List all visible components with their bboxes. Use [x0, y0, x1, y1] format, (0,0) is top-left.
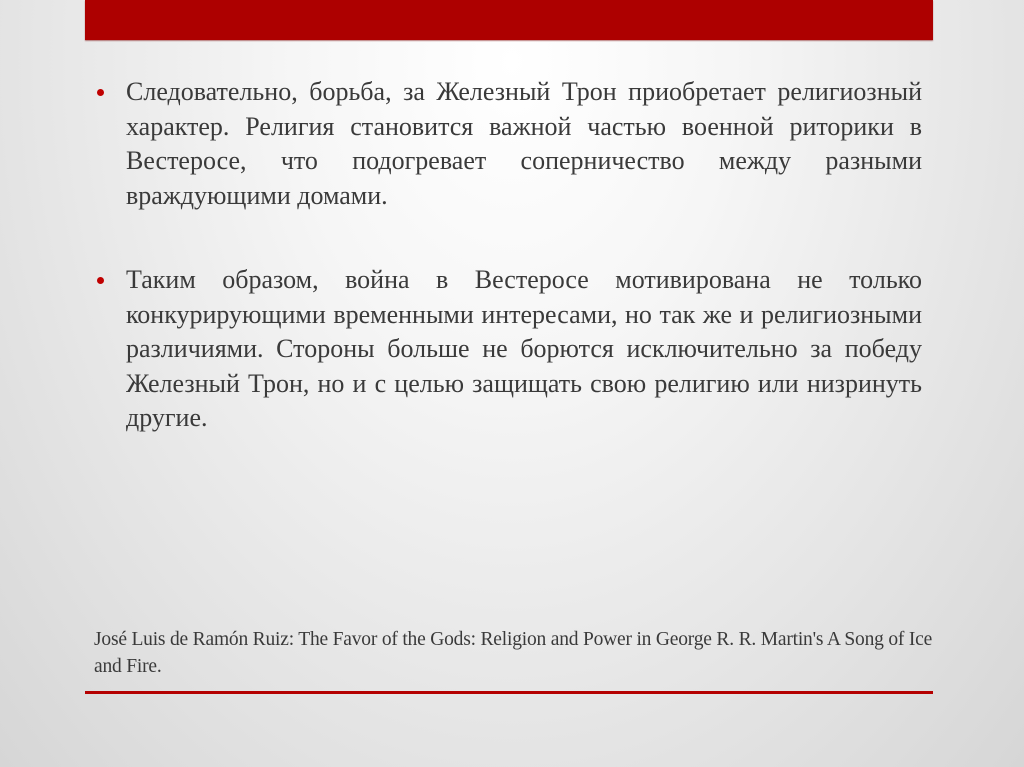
bullet-list — [96, 75, 922, 436]
citation: José Luis de Ramón Ruiz: The Favor of the Gods: Religion and Power in George R. R. Martin's A Song of Ice and Fire. — [94, 629, 933, 677]
top-accent-bar — [85, 0, 933, 40]
bottom-accent-line — [85, 691, 933, 694]
bullet-dot-icon — [97, 277, 104, 284]
bullet-item — [96, 263, 922, 436]
bullet-item — [96, 75, 922, 213]
bullet-dot-icon — [97, 89, 104, 96]
bullet-text: Таким образом, война в Вестеросе мотивирована не только конкурирующими временными интересами, но так же и религиозными различиями. Стороны больше не борются исключительно за победу Железный Трон, но и с целью защищать свою религию или низринуть другие. — [126, 265, 922, 432]
bullet-text: Следовательно, борьба, за Железный Трон приобретает религиозный характер. Религия становится важной частью военной риторики в Вестеросе, что подогревает соперничество между разными враждующими домами. — [126, 77, 922, 210]
